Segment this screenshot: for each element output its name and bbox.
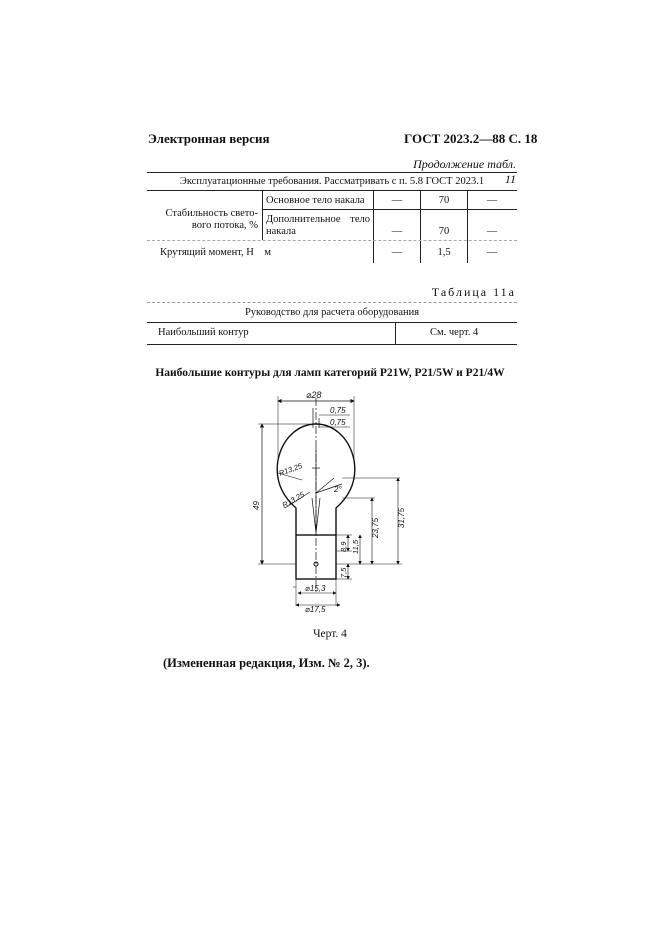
table-rule bbox=[147, 344, 517, 345]
cell-value: — bbox=[486, 195, 498, 206]
cell-value: 70 bbox=[438, 226, 450, 237]
dim-d175: ⌀17,5 bbox=[305, 605, 326, 614]
table-rule bbox=[262, 190, 263, 240]
table-11a-row-label: Наибольший контур bbox=[158, 327, 249, 338]
cell-value: 70 bbox=[438, 195, 450, 206]
cell-value: — bbox=[486, 226, 498, 237]
row-label-torque: Крутящий момент, Н м bbox=[160, 247, 271, 258]
dim-2375: 23,75 bbox=[371, 517, 380, 538]
sub-label-additional: Дополнительное тело накала bbox=[266, 214, 370, 237]
dim-075-top: 0,75 bbox=[330, 406, 346, 415]
dim-115: 11,5 bbox=[351, 539, 360, 554]
dim-49: 49 bbox=[252, 501, 261, 510]
header-right: ГОСТ 2023.2—88 С. 18 bbox=[404, 131, 538, 146]
dim-r1325-lower: R13,25 bbox=[280, 489, 306, 510]
dim-angle: 2° bbox=[334, 485, 342, 494]
dim-d28: ⌀28 bbox=[306, 390, 322, 400]
dim-3175: 31,75 bbox=[397, 507, 406, 528]
table-continuation-label: Продолжение табл. 11 bbox=[413, 157, 516, 186]
cell-value: 1,5 bbox=[437, 247, 451, 258]
cell-value: — bbox=[391, 195, 403, 206]
table-rule bbox=[262, 209, 517, 210]
cell-value: — bbox=[391, 226, 403, 237]
table-11a-row-value: См. черт. 4 bbox=[430, 327, 479, 338]
dim-075-bottom: 0,75 bbox=[330, 418, 346, 427]
table-11-title: Эксплуатационные требования. Рассматривать с п. 5.8 ГОСТ 2023.1 bbox=[179, 176, 485, 187]
figure-caption: Черт. 4 bbox=[313, 628, 347, 640]
lamp-contour-drawing bbox=[250, 388, 420, 620]
sub-label-main: Основное тело накала bbox=[266, 195, 365, 206]
dim-d153: ⌀15,3 bbox=[305, 584, 326, 593]
table-rule bbox=[147, 190, 517, 191]
table-rule bbox=[147, 172, 517, 173]
header-left: Электронная версия bbox=[148, 131, 270, 146]
table-rule bbox=[147, 302, 517, 303]
cell-value: — bbox=[391, 247, 403, 258]
table-rule bbox=[147, 240, 517, 241]
table-11a-header: Руководство для расчета оборудования bbox=[244, 307, 420, 318]
table-11a-title: Таблица 11а bbox=[431, 285, 516, 299]
dim-r1325-upper: R13,25 bbox=[277, 461, 304, 478]
dim-75: 7,5 bbox=[339, 567, 348, 578]
dim-89: 8,9 bbox=[339, 541, 348, 552]
table-rule bbox=[395, 322, 396, 344]
table-rule bbox=[147, 322, 517, 323]
figure-heading: Наибольшие контуры для ламп категорий P21W, P21/5W и P21/4W bbox=[155, 367, 505, 379]
revision-note: (Измененная редакция, Изм. № 2, 3). bbox=[163, 656, 370, 670]
row-label-stability: Стабильность свето-вого потока, % bbox=[165, 208, 258, 231]
cell-value: — bbox=[486, 247, 498, 258]
